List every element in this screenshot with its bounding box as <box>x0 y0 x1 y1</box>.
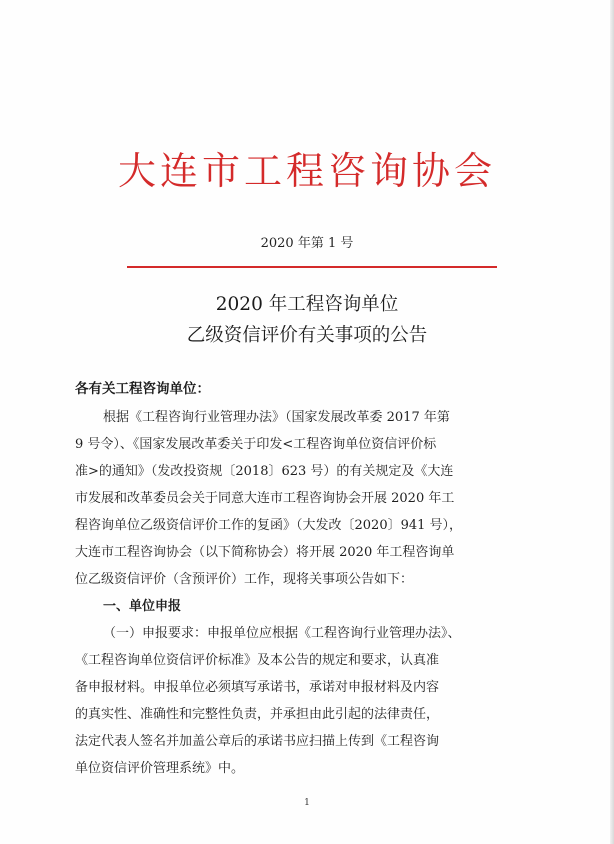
salutation: 各有关工程咨询单位： <box>75 381 210 397</box>
body-line: 市发展和改革委员会关于同意大连市工程咨询协会开展 2020 年工 <box>75 491 455 506</box>
section-heading: 一、单位申报 <box>103 599 182 614</box>
body-line: 单位资信评价管理系统》中。 <box>75 761 245 776</box>
body-line: （一）申报要求：申报单位应根据《工程咨询行业管理办法》、 <box>103 626 461 641</box>
organization-header: 大连市工程咨询协会 <box>117 149 496 193</box>
body-line: 程咨询单位乙级资信评价工作的复函》（大发改〔2020〕941 号）， <box>75 518 463 533</box>
document-number: 2020 年第 1 号 <box>260 236 354 251</box>
notice-title-line-1: 2020 年工程咨询单位 <box>215 294 399 315</box>
body-line: 9 号令）、《国家发展改革委关于印发<工程咨询单位资信评价标 <box>75 437 437 452</box>
body-line: 大连市工程咨询协会（以下简称协会）将开展 2020 年工程咨询单 <box>75 545 455 560</box>
notice-title-line-2: 乙级资信评价有关事项的公告 <box>186 325 428 346</box>
body-line: 根据《工程咨询行业管理办法》（国家发展改革委 2017 年第 <box>103 410 450 425</box>
page-number: 1 <box>304 798 310 808</box>
body-line: 准>的通知》（发改投资规〔2018〕623 号）的有关规定及《大连 <box>75 464 454 479</box>
body-line: 的真实性、准确性和完整性负责，并承担由此引起的法律责任， <box>75 707 440 722</box>
body-line: 法定代表人签名并加盖公章后的承诺书应扫描上传到《工程咨询 <box>75 734 440 749</box>
red-divider-line <box>127 266 497 268</box>
body-line: 位乙级资信评价（含预评价）工作，现将关事项公告如下： <box>75 572 414 587</box>
body-line: 备申报材料。申报单位必须填写承诺书，承诺对申报材料及内容 <box>75 680 440 695</box>
page-edge-shadow <box>610 0 614 844</box>
body-line: 《工程咨询单位资信评价标准》及本公告的规定和要求，认真准 <box>75 653 440 668</box>
